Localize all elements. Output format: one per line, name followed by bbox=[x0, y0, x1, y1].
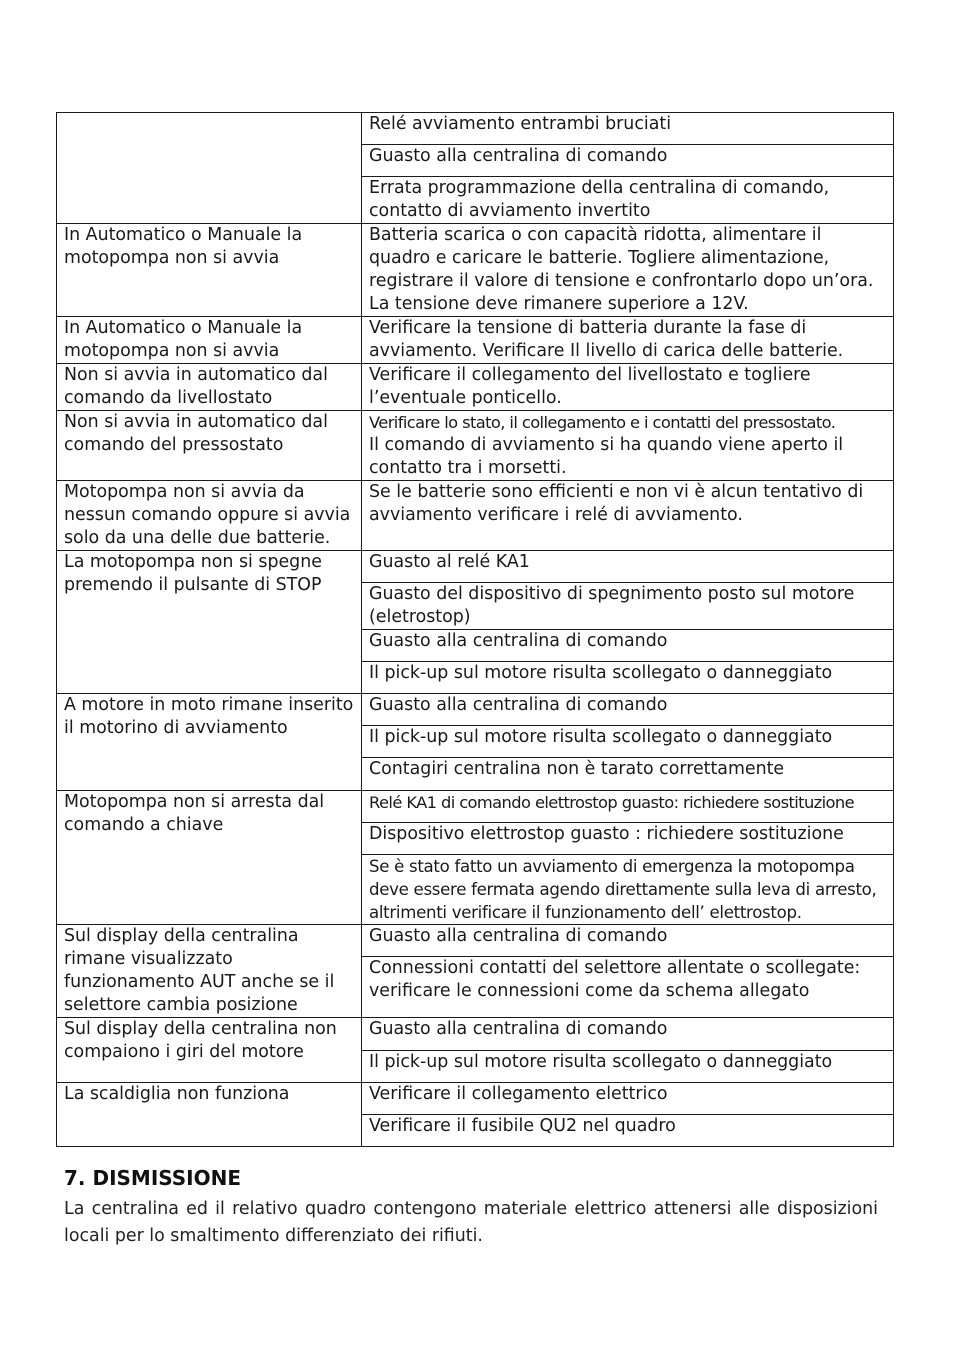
remedy-cell: Guasto del dispositivo di spegnimento posto sul motore (eletrostop) bbox=[362, 583, 894, 630]
table-row bbox=[57, 411, 894, 481]
remedy-cell: Verificare la tensione di batteria durante la fase di avviamento. Verificare Il livello di carica delle batterie. bbox=[362, 317, 894, 364]
table-row bbox=[57, 551, 894, 583]
remedy-cell: Errata programmazione della centralina di comando, contatto di avviamento invertito bbox=[362, 177, 894, 224]
table-row bbox=[57, 925, 894, 957]
symptom-cell: Non si avvia in automatico dal comando del pressostato bbox=[57, 411, 362, 481]
remedy-cell: Batteria scarica o con capacità ridotta, alimentare il quadro e caricare le batterie. Togliere alimentazione, registrare il valore di tensione e confrontarlo dopo un’ora. La tensione deve rimanere superiore a 12V. bbox=[362, 224, 894, 317]
section-title: 7. DISMISSIONE bbox=[64, 1166, 242, 1190]
symptom-cell: Motopompa non si arresta dal comando a chiave bbox=[57, 791, 362, 925]
remedy-cell: Il pick-up sul motore risulta scollegato o danneggiato bbox=[362, 1051, 894, 1083]
remedy-cell: Il pick-up sul motore risulta scollegato o danneggiato bbox=[362, 662, 894, 694]
table-row bbox=[57, 1083, 894, 1115]
remedy-cell: Guasto al relé KA1 bbox=[362, 551, 894, 583]
remedy-cell: Guasto alla centralina di comando bbox=[362, 145, 894, 177]
symptom-cell bbox=[57, 113, 362, 224]
remedy-cell: Verificare il fusibile QU2 nel quadro bbox=[362, 1115, 894, 1147]
remedy-cell: Relé avviamento entrambi bruciati bbox=[362, 113, 894, 145]
remedy-cell: Relé KA1 di comando elettrostop guasto: richiedere sostituzione bbox=[362, 791, 894, 823]
remedy-cell: Guasto alla centralina di comando bbox=[362, 694, 894, 726]
remedy-cell: Guasto alla centralina di comando bbox=[362, 630, 894, 662]
remedy-cell: Verificare il collegamento elettrico bbox=[362, 1083, 894, 1115]
symptom-cell: Motopompa non si avvia da nessun comando oppure si avvia solo da una delle due batterie. bbox=[57, 481, 362, 551]
table-row bbox=[57, 481, 894, 551]
remedy-cell: Guasto alla centralina di comando bbox=[362, 1018, 894, 1051]
section-body: La centralina ed il relativo quadro contengono materiale elettrico attenersi alle disposizioni locali per lo smaltimento differenziato dei rifiuti. bbox=[64, 1199, 878, 1246]
symptom-cell: La motopompa non si spegne premendo il pulsante di STOP bbox=[57, 551, 362, 694]
remedy-cell: Dispositivo elettrostop guasto : richiedere sostituzione bbox=[362, 823, 894, 855]
remedy-cell: Se le batterie sono efficienti e non vi è alcun tentativo di avviamento verificare i relé di avviamento. bbox=[362, 481, 894, 551]
remedy-cell: Connessioni contatti del selettore allentate o scollegate: verificare le connessioni come da schema allegato bbox=[362, 957, 894, 1018]
remedy-cell: Verificare il collegamento del livellostato e togliere l’eventuale ponticello. bbox=[362, 364, 894, 411]
symptom-cell: Non si avvia in automatico dal comando da livellostato bbox=[57, 364, 362, 411]
symptom-cell: La scaldiglia non funziona bbox=[57, 1083, 362, 1147]
table-row bbox=[57, 364, 894, 411]
table-row bbox=[57, 317, 894, 364]
remedy-cell: Il pick-up sul motore risulta scollegato o danneggiato bbox=[362, 726, 894, 758]
remedy-cell: Contagiri centralina non è tarato correttamente bbox=[362, 758, 894, 791]
remedy-cell bbox=[362, 411, 894, 481]
table-row bbox=[57, 113, 894, 145]
troubleshooting-table bbox=[56, 112, 894, 1147]
remedy-text: Verificare lo stato, il collegamento e i contatti del pressostato. bbox=[369, 413, 836, 432]
table-row bbox=[57, 1018, 894, 1051]
table-row bbox=[57, 694, 894, 726]
symptom-cell: Sul display della centralina non compaiono i giri del motore bbox=[57, 1018, 362, 1083]
symptom-cell: In Automatico o Manuale la motopompa non si avvia bbox=[57, 317, 362, 364]
symptom-cell: Sul display della centralina rimane visualizzato funzionamento AUT anche se il selettore cambia posizione bbox=[57, 925, 362, 1018]
table-row bbox=[57, 791, 894, 823]
symptom-cell: A motore in moto rimane inserito il motorino di avviamento bbox=[57, 694, 362, 791]
table-row bbox=[57, 224, 894, 317]
remedy-cell: Se è stato fatto un avviamento di emergenza la motopompa deve essere fermata agendo direttamente sulla leva di arresto, altrimenti verificare il funzionamento dell’ elettrostop. bbox=[362, 855, 894, 925]
symptom-cell: In Automatico o Manuale la motopompa non si avvia bbox=[57, 224, 362, 317]
remedy-text-extra: Il comando di avviamento si ha quando viene aperto il contatto tra i morsetti. bbox=[369, 435, 844, 478]
remedy-cell: Guasto alla centralina di comando bbox=[362, 925, 894, 957]
